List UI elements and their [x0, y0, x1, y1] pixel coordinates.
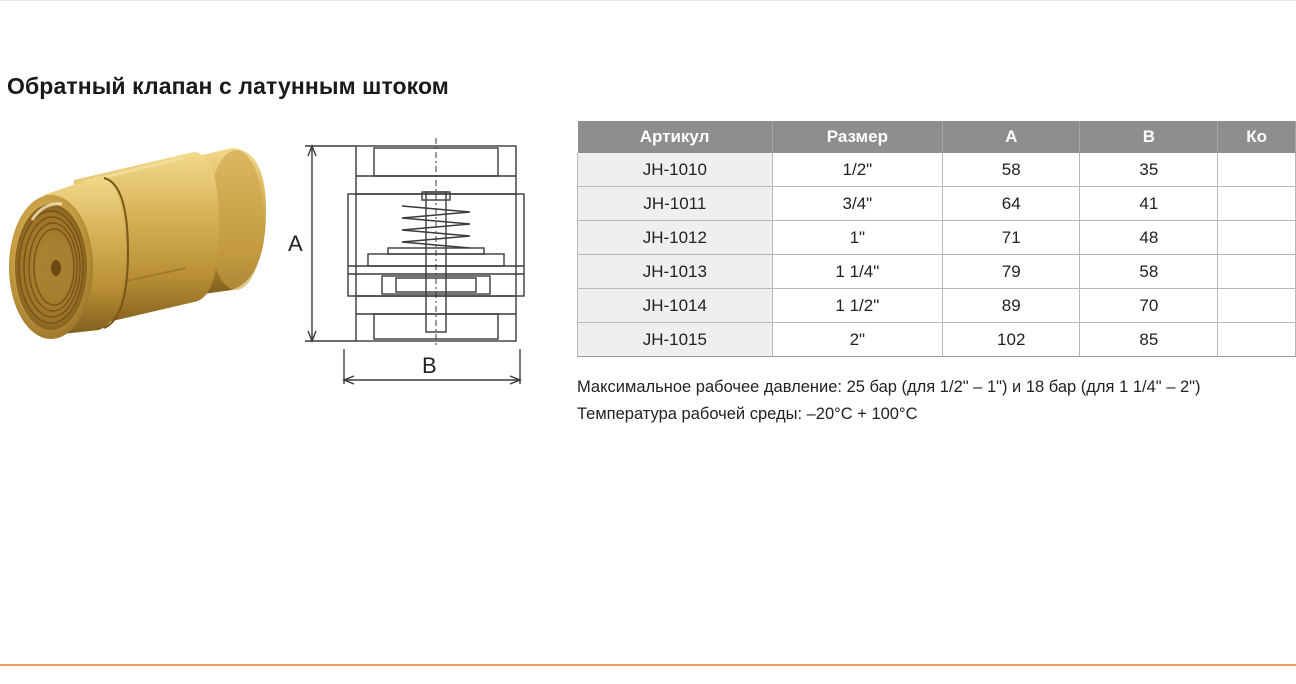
table-row — [578, 255, 1296, 289]
cell-size: 1 1/2" — [772, 289, 942, 323]
dimension-label-b: B — [422, 353, 437, 378]
cell-qty — [1218, 221, 1296, 255]
cell-article: JH-1013 — [578, 255, 773, 289]
col-header-size: Размер — [772, 121, 942, 153]
page-title: Обратный клапан с латунным штоком — [7, 73, 449, 99]
table-row — [578, 153, 1296, 187]
col-header-article: Артикул — [578, 121, 773, 153]
cell-b: 85 — [1080, 323, 1218, 357]
cell-qty — [1218, 289, 1296, 323]
table-row — [578, 187, 1296, 221]
cell-b: 70 — [1080, 289, 1218, 323]
cell-size: 1 1/4" — [772, 255, 942, 289]
top-divider — [0, 0, 1296, 1]
dimension-label-a: A — [288, 231, 303, 256]
cell-a: 58 — [943, 153, 1080, 187]
table-row — [578, 323, 1296, 357]
cell-a: 79 — [943, 255, 1080, 289]
col-header-qty: Ко — [1218, 121, 1296, 153]
cell-b: 48 — [1080, 221, 1218, 255]
cell-b: 35 — [1080, 153, 1218, 187]
cell-article: JH-1014 — [578, 289, 773, 323]
cell-size: 1" — [772, 221, 942, 255]
col-header-a: A — [943, 121, 1080, 153]
cell-size: 3/4" — [772, 187, 942, 221]
cell-article: JH-1012 — [578, 221, 773, 255]
cell-qty — [1218, 153, 1296, 187]
cell-qty — [1218, 187, 1296, 221]
table-row — [578, 289, 1296, 323]
specs-table — [577, 121, 1296, 357]
cell-b: 41 — [1080, 187, 1218, 221]
brass-check-valve-image — [4, 140, 272, 350]
cell-a: 89 — [943, 289, 1080, 323]
cell-article: JH-1010 — [578, 153, 773, 187]
cell-a: 102 — [943, 323, 1080, 357]
cell-qty — [1218, 323, 1296, 357]
cell-article: JH-1015 — [578, 323, 773, 357]
table-header-row — [578, 121, 1296, 153]
col-header-b: B — [1080, 121, 1218, 153]
table-row — [578, 221, 1296, 255]
cell-a: 64 — [943, 187, 1080, 221]
cell-qty — [1218, 255, 1296, 289]
bottom-accent-line — [0, 664, 1296, 666]
cell-a: 71 — [943, 221, 1080, 255]
cell-b: 58 — [1080, 255, 1218, 289]
cell-article: JH-1011 — [578, 187, 773, 221]
temperature-note: Температура рабочей среды: –20°C + 100°C — [577, 405, 918, 423]
valve-cross-section-drawing — [278, 136, 528, 391]
cell-size: 1/2" — [772, 153, 942, 187]
pressure-note: Максимальное рабочее давление: 25 бар (для 1/2" – 1") и 18 бар (для 1 1/4" – 2") — [577, 378, 1201, 396]
cell-size: 2" — [772, 323, 942, 357]
